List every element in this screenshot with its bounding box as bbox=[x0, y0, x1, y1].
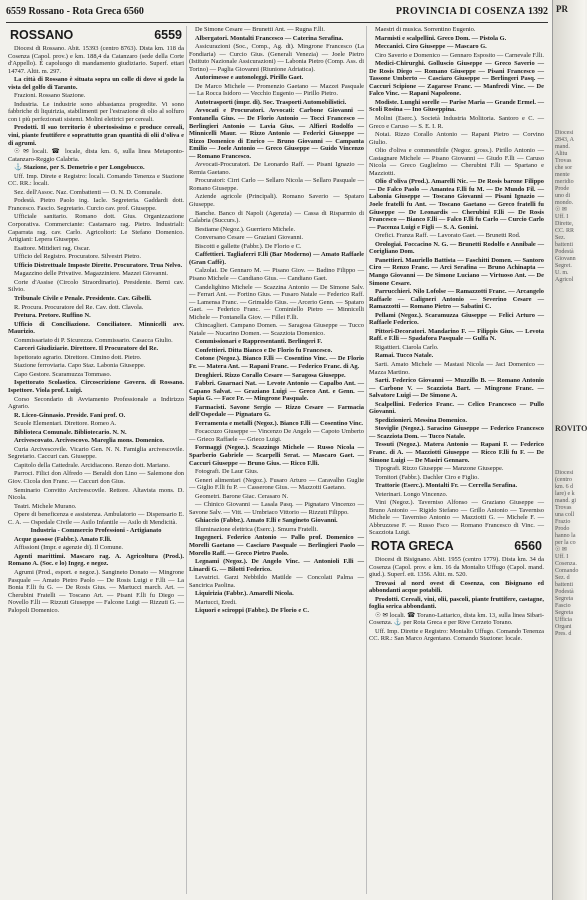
directory-entry: Ingegneri. Federico Antonio — Pallo prof. Domenico — Morelli Gaetano — Casciaro Pasquale — Berlingieri Paolo — Morello Raff. — Greco Pietro Paolo. bbox=[189, 534, 364, 557]
directory-entry: Esattore. Mitidieri rag. Oscar. bbox=[14, 244, 90, 252]
directory-entry: Fabbri. Guarnaci Nat. — Levote Antonio — Capalbo Ant. — Capano Salvat. — Graziano Luigi — Greco Ant. e Genn. — Sapia G. — Face Fr. — Mingrone Pasquale. bbox=[189, 380, 364, 403]
directory-entry: Seminario Convitto Arcivescovile. Rettore. Altavista mons. D. Nicola. bbox=[8, 486, 184, 502]
directory-entry: Farmacisti. Savone Sergio — Rizzo Cesare — Farmacia dell'Ospedale — Pignataro G. bbox=[189, 403, 364, 419]
directory-entry: Confettieri. Ditta Bianco e De Florio fu Francesco. bbox=[195, 346, 333, 354]
directory-entry: Parrucchieri. Nilo Lofolse — Ramazzotti Franc. — Arcangelo Raffaele — Caligneri Antonio — Severino Cesare — Ramazzotti — Romano Pietro — Sabatini C. bbox=[369, 288, 544, 311]
directory-entry: Sez. dell'Assoc. Naz. Combattenti — O. N. D. Comunale. bbox=[14, 188, 162, 196]
directory-entry: Agrumi (Prod., esport. e negoz.). Sangineto Donato — Mingrone Pasquale — Amato Pietro Paolo — De Rosis Luigi e F.lli — La Bonia F.lli fu G. — De Rosis Gius. — Martucci march. Art. — Cherubini Fratelli — Toscano Art. — Pisani F.lli fu Diego — Novello F.lli — Rizzuti Giuseppe — Falcone Luigi — Rizzuti G. — Palopoli Domenico. bbox=[8, 569, 184, 614]
directory-entry: Albergatori. Montalti Francesco — Caterina Serafina. bbox=[195, 34, 344, 42]
directory-entry: Liquirizia (Fabbr.). Amarelli Nicola. bbox=[195, 590, 294, 598]
directory-entry: Scuole Elementari. Direttore. Romeo A. bbox=[14, 420, 117, 428]
page-header bbox=[6, 6, 548, 23]
directory-entry: Droghieri. Rizzo Corallo Cesare — Saragosa Giuseppe. bbox=[195, 371, 346, 379]
directory-entry: Magazzino delle Privative. Magazziniere. Mazzei Giovanni. bbox=[14, 270, 169, 278]
directory-entry: Olio d'oliva (Prod.). Amarelli Nic. — De Rosis barone Filippo — De Falco Paolo — Amantea F.lli fu M. — De Mundo Fil. — Labonia Giuseppe — Toscano Giovanni — Pisani Ignazio — Joele fratelli fu Ant. — Toscano Gaetano — Greco fratelli fu Giuseppe — De Leonardis — Cherubini F.lli — De Rosis Francesco — Bianco F.lli — Falco F.lli fu Carlo — Curcio Carlo — Pacenza Luigi e Figli — S. A. Gonini. bbox=[369, 178, 544, 231]
directory-entry: Sarti. Amato Michele — Mastasi Nicola — Jaci Domenico — Mazza Martino. bbox=[369, 360, 544, 376]
directory-entry: Ufficio del Registro. Procuratore. Silvestri Pietro. bbox=[14, 253, 141, 261]
directory-entry: — Chinico Giovanni — Lasala Pasq. — Pignataro Vincenzo — Savone Salv. — Vitt. — Umbriaco Vittorio — Rizzuti Filippo. bbox=[189, 501, 364, 516]
section-code-rossano: 6559 bbox=[154, 28, 182, 42]
directory-entry: Sarti. Federico Giovanni — Muzzillo B. — Romano Antonio — Carbone V. — Scazziota Bart. — Mingrone Franc. — Salvatore Luigi — De Simone A. bbox=[369, 377, 544, 400]
directory-entry: Pretura. Pretore. Ruffino N. bbox=[14, 312, 91, 320]
directory-entry: Tribunale Civile e Penale. Presidente. Cav. Gibelli. bbox=[14, 294, 152, 302]
directory-entry: Opere di beneficenza e assistenza. Ambulatorio — Dispensario E. C. A. — Ospedale Civile — Asilo Infantile — Asilo di Mendicità. bbox=[8, 511, 184, 526]
directory-entry: Tipografi. Rizzo Giuseppe — Manzone Giuseppe. bbox=[375, 465, 504, 473]
directory-entry: Maestri di musica. Sorrentino Eugenio. bbox=[375, 26, 476, 33]
directory-entry: Marmisti e scalpellini. Greco Dom. — Pistola G. bbox=[375, 34, 507, 42]
directory-entry: Meccanici. Ciro Giuseppe — Mascaro G. bbox=[375, 43, 487, 51]
edge-text-block: Diocesi 2843, A mand. Alitu Trovas che sor mente meridio Prode uno di mondo. ☉ ✉ Uff. I Dirette, CC. RR Sez. battenti Podestà Giovann Segret. U. m. Agricol bbox=[555, 130, 576, 283]
directory-entry: Banche. Banco di Napoli (Agenzia) — Cassa di Risparmio di Calabria (Succurs.). bbox=[189, 209, 364, 225]
section-title-rota-greca: ROTA GRECA bbox=[371, 539, 454, 553]
directory-entry: ☉ ✉ locali. ☎ Torano-Lattarico, dista km. 13, sulla linea Sibari-Cosenza. ⚓ per Rota Greca e per Rive Cerzeto Torano. bbox=[369, 611, 544, 627]
directory-entry: Uff. Imp. Dirette e Registro: Montalto Uffugo. Comando Tenenza CC. RR.: San Marco Argentano. Comando Stazione: locale. bbox=[369, 627, 544, 643]
directory-entry: Orologiai. Foccacino N. G. — Brunetti Rodolfo e Annibale — Corigliano Dom. bbox=[369, 240, 544, 256]
directory-entry: Frazioni. Rossano Stazione. bbox=[14, 92, 86, 100]
directory-entry: Ferramenta e metalli (Negoz.). Bianco F.lli — Cosentino Vinc. bbox=[195, 419, 364, 427]
header-province-title: PROVINCIA DI COSENZA bbox=[395, 6, 526, 17]
directory-entry: Spedizionieri. Messina Domenico. bbox=[375, 416, 467, 424]
directory-entry: Olio d'oliva e commestibile (Negoz. gross.). Pirillo Antonio — Castagnare Michele — Pisano Giovanni — Giudo F.lli — Caruso Nicola — Greco Guglielmo — Cherubini F.lli — Spartano e Mazziotti. bbox=[369, 147, 544, 177]
directory-entry: Martucci, Eredi. bbox=[195, 598, 237, 606]
directory-entry: Capo Gestore. Scaramuzza Tommaso. bbox=[14, 370, 112, 378]
directory-entry: Acque gassose (Fabbr.). Amato F.lli. bbox=[14, 535, 112, 543]
directory-entry: Tornitori (Fabbr.). Dachler Ciro e Figlio. bbox=[375, 473, 479, 481]
directory-entry: Focaccuzo Giuseppe — Vincenzo De Angelo — Capoto Umberto — Grieco Raffaele — Grieco Luigi. bbox=[189, 428, 364, 443]
section-header-rossano bbox=[10, 28, 182, 42]
directory-entry: Rigattieri. Ciarola Carlo. bbox=[375, 343, 439, 351]
directory-entry: Tessuti (Negoz.). Matera Antonio — Rapani F. — Federico Franc. di A. — Mazziotti Giuseppe — Ricco F.lli fu F. — De Simone Luigi — De Masiri Gennaro. bbox=[369, 441, 544, 464]
directory-entry: Aziende agricole (Principali). Romano Saverio — Spataro Giuseppe. bbox=[189, 193, 364, 209]
directory-entry: Stoviglie (Negoz.). Saracino Giuseppe — Federico Francesco — Scazziota Dom. — Tucco Natale. bbox=[369, 425, 544, 440]
directory-entry: Commissionari e Rappresentanti. Berlingeri F. bbox=[195, 338, 323, 346]
header-page-number: 1392 bbox=[528, 6, 548, 17]
directory-entry: Ufficio Distrettuale Imposte Dirette. Procuratore. Trua Nelvo. bbox=[14, 261, 183, 269]
directory-entry: Modiste. Lunghi sorelle — Parise Maria — Grande Ermel. — Scoli Rosina — Ino Giuseppina. bbox=[369, 98, 544, 114]
directory-entry: Biscotti e gallette (Fabbr.). De Florio e C. bbox=[195, 242, 302, 250]
directory-entry: Carceri Giudiziarie. Direttore. Il Procuratore del Re. bbox=[14, 345, 159, 353]
directory-entry: Corso Secondario di Avviamento Professionale a Indirizzo Agrario. bbox=[8, 395, 184, 411]
directory-entry: Pittori-Decoratori. Mandarino F. — Filippis Gius. — Levota Raff. e F.lli — Spadafora Pasquale — Gulfa N. bbox=[369, 327, 544, 343]
directory-entry: Legnami (Negoz.). De Angelo Vinc. — Antonioli F.lli — Linardi G. — Bilotti Federico. bbox=[189, 558, 364, 573]
directory-entry: Biblioteca Comunale. Bibliotecario. N. N. bbox=[14, 428, 127, 436]
directory-entry: ⚓ Stazione, per S. Demetrio e per Longobucco. bbox=[14, 164, 145, 172]
directory-entry: ☉ ✉ locali. ☎ locale, dista km. 6, sulla linea Metaponto-Catanzaro-Reggio Calabria. bbox=[8, 148, 184, 163]
directory-entry: Generi alimentari (Negoz.). Fusaro Arturo — Caravalho Guglie — Giglio F.lli fu P. — Casserone Gius. — Mazzotti Gaetano. bbox=[189, 476, 364, 492]
directory-entry: Candelighino Michele — Scazzina Antonio — De Simone Salv. — Ferrari Ant. — Fortino Gius. — Fusaro Natale — Federico Raff. — Lamensa Franc. — Grimaldo Gius. — Arcerio Genn. — Spataro Gaet. — Federico Franc. — Cominiello Pietro — Minnicelli Michele — Fontanella Giov. — Fillei F.lli. bbox=[189, 283, 364, 321]
directory-entry: Vini (Negoz.). Taverniso Alfonso — Graziano Giuseppe — Bruno Antonio — Rigido Stefano — Grillo Antonio — Taverniso Michele — Taverniso Antonio — Mazziotti G. — Michele F. — Abbruzzese F. — Russo Fsco — Romano Francesco di Vinc. — Scazziota Luigi. bbox=[369, 499, 544, 537]
directory-entry: Scalpellini. Federico Franc. — Celico Francesco — Pullo Giovanni. bbox=[369, 400, 544, 416]
directory-entry: Autotrasporti (impr. di). Soc. Trasporti Automobilistici. bbox=[195, 98, 347, 106]
section-header-rota-greca bbox=[371, 539, 542, 553]
directory-entry: Notai. Rizzo Corallo Antonio — Rapani Pietro — Corvino Giulio. bbox=[369, 131, 544, 146]
directory-entry: Affissioni (Impr. e agenzie di). Il Comune. bbox=[14, 544, 124, 552]
columns-container bbox=[6, 26, 548, 894]
directory-entry: Calzolai. De Gennaro M. — Pisano Giov. — Badino Filippo — Pisano Michele — Candiano Gius. — Candiano Gaet. bbox=[189, 267, 364, 282]
column-1 bbox=[6, 26, 186, 894]
directory-entry: Trovasi al nord ovest di Cosenza, con Bisignano ed abbondanti acque potabili. bbox=[369, 579, 544, 595]
directory-entry: Formaggi (Negoz.). Scazzingo Michele — Russo Nicola — Sparberio Gabriele — Scarpelli Serat. — Mascaro Gaet. — Caccuri Giuseppe — Bruno Gius. — Ricco F.lli. bbox=[189, 444, 364, 467]
directory-entry: Panettieri. Mauriello Battista — Faschitti Domen. — Santoro Ciro — Renzo Franc. — Arci Serafina — Bruno Achinapta — Mango Giovanni — De Simone Luciano — Virtuoso Ant. — De Simone Cesare. bbox=[369, 256, 544, 287]
directory-entry: Industria. Le industrie sono abbastanza progredite. Vi sono fabbriche di liquirizia, stabilimenti per l'estrazione di olio al solfuro con i più perfezionati sistemi. Molini elettrici per cereali. bbox=[8, 100, 184, 123]
directory-entry: Medici-Chirurghi. Golluscio Giuseppe — Greco Saverio — De Rosis Diego — Romano Giuseppe — Pisani Francesco — Tassone Umberto — Casciaro Giuseppe — Berlingeri Pasq. — Caccuri Scipione — Zagarese Franc. — Manfredi Vinc. — De Falco Vinc. — Rapani Napoleone. bbox=[369, 60, 544, 98]
directory-entry: Commissariato di P. Sicurezza. Commissario. Casacca Giulio. bbox=[14, 336, 173, 344]
directory-entry: Assicurazioni (Soc., Comp., Ag. di). Mingrone Francesco (La Fondiaria) — Curcio Gius. (Generali Venezia) — Joele Pietro (Istituto Nazionale Assicurazioni) — Labonia Pietro (Comp. Ass. di Torino) — Paglia Giovanni (Riunione Adriatica). bbox=[189, 43, 364, 73]
column-2 bbox=[186, 26, 366, 894]
directory-entry: Stazione ferroviaria. Capo Staz. Labonia Giuseppe. bbox=[14, 362, 146, 370]
adjacent-page-edge bbox=[552, 0, 585, 900]
directory-entry: Fotografi. De Laur Gius. bbox=[195, 468, 259, 476]
directory-entry: Parroci. Filici don Alfredo — Beraldi don Lino — Salemone don Giov. Cicola don Franc. — Caccuri don Gius. bbox=[8, 470, 184, 485]
section-title-rossano: ROSSANO bbox=[10, 28, 74, 42]
directory-entry: Uff. Imp. Direte e Registro: locali. Comando Tenenza e Stazione CC. RR.: locali. bbox=[8, 172, 184, 188]
directory-entry: Geometri. Barone Giac. Cerasaro N. bbox=[195, 492, 289, 500]
edge-text-bottom: Diocesi (centro km. 6 d lare) e k mand. gi Trovas una coll Frazio Prodo hanno la per la co ☉ ✉ Uff. I Cosenza. Comando Sez. d battenti Podestà Segreta Fascio Segreta Ufficia Organi Pres. d bbox=[555, 470, 579, 637]
directory-entry: Agenti marittimi. Mascaro rag. A. Agricoltura (Prod.). Romano A. (Soc. e lo) Ingeg. e negoz. bbox=[8, 552, 184, 568]
directory-entry: De Marco Michele — Promenzio Gaetano — Mazzei Pasquale — La Rocca Isidoro — Vecchio Eugenio — Pirillo Pietro. bbox=[189, 82, 364, 98]
directory-entry: Podestà. Pietro Paolo ing. Iacle. Segreteria. Gaddardi dott. Francesco. Fascio. Segretario. Curcio cav. prof. Giuseppe. bbox=[8, 197, 184, 212]
directory-entry: Procuratori: Cirri Carlo — Sellaro Nicola — Sellaro Pasquale — Romano Giuseppe. bbox=[189, 177, 364, 192]
section-code-rota-greca: 6560 bbox=[514, 539, 542, 553]
directory-entry: R. Liceo-Ginnasio. Preside. Fani prof. O. bbox=[14, 411, 126, 419]
directory-entry: Cotone (Negoz.). Bianco F.lli — Cosentino Vinc. — De Florio Fr. — Matera Ant. — Rapani Franc. — Federico Franc. di Ag. bbox=[189, 355, 364, 370]
directory-entry: Levatrici. Garzi Nebbildo Matilde — Concolati Palma — Sancirica Paolina. bbox=[189, 574, 364, 589]
directory-entry: Arcivescovato. Arcivescovo. Mareglia mons. Domenico. bbox=[14, 437, 165, 445]
directory-entry: Molini (Eserc.). Società Industria Molitoria. Santoro e C. — Greco e Caruso — S. E. I. R. bbox=[369, 115, 544, 130]
directory-entry: Bestiame (Negoz.). Guerriero Michele. bbox=[195, 225, 296, 233]
directory-entry: La città di Rossano è situata sopra un colle di dove si gode la vista del golfo di Taranto. bbox=[8, 76, 184, 91]
directory-entry: Diocesi di Bisignano. Abit. 1955 (centro 1779). Dista km. 34 da Cosenza (Capol. prov. e km. 16 da Montalto Uffugo (Capol. mand. giud.). Superf. ett. 1356. Altit. m. 520. bbox=[369, 556, 544, 579]
directory-entry: Liquori e sciroppi (Fabbr.). De Florio e C. bbox=[195, 607, 309, 615]
edge-top-text: PR bbox=[556, 4, 568, 14]
directory-entry: Orefici. Franza Raff. — Lavorato Gaet. — Brunetti Rod. bbox=[375, 232, 521, 240]
directory-entry: Diocesi di Rossano. Abit. 15393 (centro 8763). Dista km. 118 da Cosenza (Capol. prov.) e km. 188,4 da Catanzaro (sede della Corte d'Appello). È capoluogo di mandamento giudiziario. Superf. ettari 14747. Altit. m. 297. bbox=[8, 45, 184, 75]
directory-entry: Ufficio di Conciliazione. Conciliatore. Minnicelli avv. Maurizio. bbox=[8, 320, 184, 336]
directory-entry: Curia Arcivescovile. Vicario Gen. N. N. Famiglia arcivescovile. Segretario. Caccuri can. Giuseppe. bbox=[8, 445, 184, 461]
directory-entry: Prodotti. Cereali, vini, olii, pascoli, piante fruttifere, castagne, foglia serica abbondanti. bbox=[369, 595, 544, 611]
column-3 bbox=[366, 26, 546, 894]
directory-entry: Corte d'Assise (Circolo Straordinario). Presidente. Berni cav. Silvio. bbox=[8, 278, 184, 294]
directory-entry: Avvocati e Procuratori. Avvocati: Carbone Giovanni — Fontanella Gius. — De Florio Antonio — Tocci Francesco — Berlingieri Antonio — Lavia Gius. — Alfieri Rodolfo — Minnicelli Maur. — Rizzo Antonio — Federici Giuseppe — Rizzo Domenico di Enrico — Bruno Giovanni — Campanta Emilio — Joele Antonio — Greco Giuseppe — Guido Vincenzo — Romano Francesco. bbox=[189, 107, 364, 160]
directory-entry: Industria - Commercio Professioni - Artigianato bbox=[30, 527, 162, 535]
directory-entry: De Simone Cesare — Brunetti Ant. — Rugna F.lli. bbox=[195, 26, 325, 33]
directory-entry: Prodotti. Il suo territorio è ubertosissimo e produce cereali, vini, piante fruttifere e soprattutto gran quantità di olii d'oliva e di agrumi. bbox=[8, 124, 184, 147]
directory-entry: Conversano Cesare — Graziani Giovanni. bbox=[195, 234, 304, 242]
directory-entry: Ramai. Tucco Natale. bbox=[375, 352, 434, 360]
directory-entry: Illuminazione elettrica (Eserc.). Smurra Fratelli. bbox=[195, 525, 318, 533]
directory-entry: Ufficiale sanitario. Romano dott. Gius. Organizzazione Corporativa. Commerciante: Castamaro rag. Pietro. Industriali: Caparrata rag. cav. Carlo. Agricoltori: Le Stefano Domenico. Artigiani: Lepera Giuseppe. bbox=[8, 213, 184, 244]
directory-entry: Trattorie (Eserc.). Montalti Fr. — Cerrella Serafina. bbox=[375, 482, 518, 490]
directory-entry: Ispettorato Scolastico. Circoscrizione Govern. di Rossano. Ispettore. Viola prof. Luigi. bbox=[8, 379, 184, 394]
directory-entry: Pellami (Negoz.). Scaramuzza Giuseppe — Felici Arturo — Raffaele Federico. bbox=[369, 311, 544, 327]
directory-entry: Veterinari. Longo Vincenzo. bbox=[375, 490, 448, 498]
directory-entry: Chincaglieri. Campano Domen. — Saragosa Giuseppe — Tucco Natale — Nucarino Domen. — Scazziota Domenico. bbox=[189, 322, 364, 337]
directory-entry: Caffettieri. Tagliaferri F.lli (Bar Moderno) — Amato Raffaele (Gran Caffè). bbox=[189, 251, 364, 266]
directory-entry: Avvocati-Procuratori. De Leonardo Raff. — Pisani Ignazio — Remia Gaetano. bbox=[189, 161, 364, 176]
directory-entry: Capitolo della Cattedrale. Arcidiacono. Renzo dott. Mariano. bbox=[14, 461, 170, 469]
edge-rovito-title: ROVITO bbox=[555, 424, 587, 433]
directory-entry: Ciro Saverio e Domenico — Gennaro Esposito — Carnevale F.lli. bbox=[375, 51, 544, 59]
directory-entry: Teatri. Michele Murano. bbox=[14, 502, 77, 510]
directory-entry: Ispettorato agrario. Direttore. Cimino dott. Pietro. bbox=[14, 353, 142, 361]
directory-entry: R. Procura. Procuratore del Re. Cav. dott. Clavola. bbox=[14, 303, 144, 311]
directory-entry: Ghiaccio (Fabbr.). Amato F.lli e Sangineto Giovanni. bbox=[195, 517, 338, 525]
directory-entry: Autorimesse e autonoleggi. Pirillo Gaet. bbox=[195, 74, 304, 82]
header-left-title: 6559 Rossano - Rota Greca 6560 bbox=[6, 6, 144, 17]
